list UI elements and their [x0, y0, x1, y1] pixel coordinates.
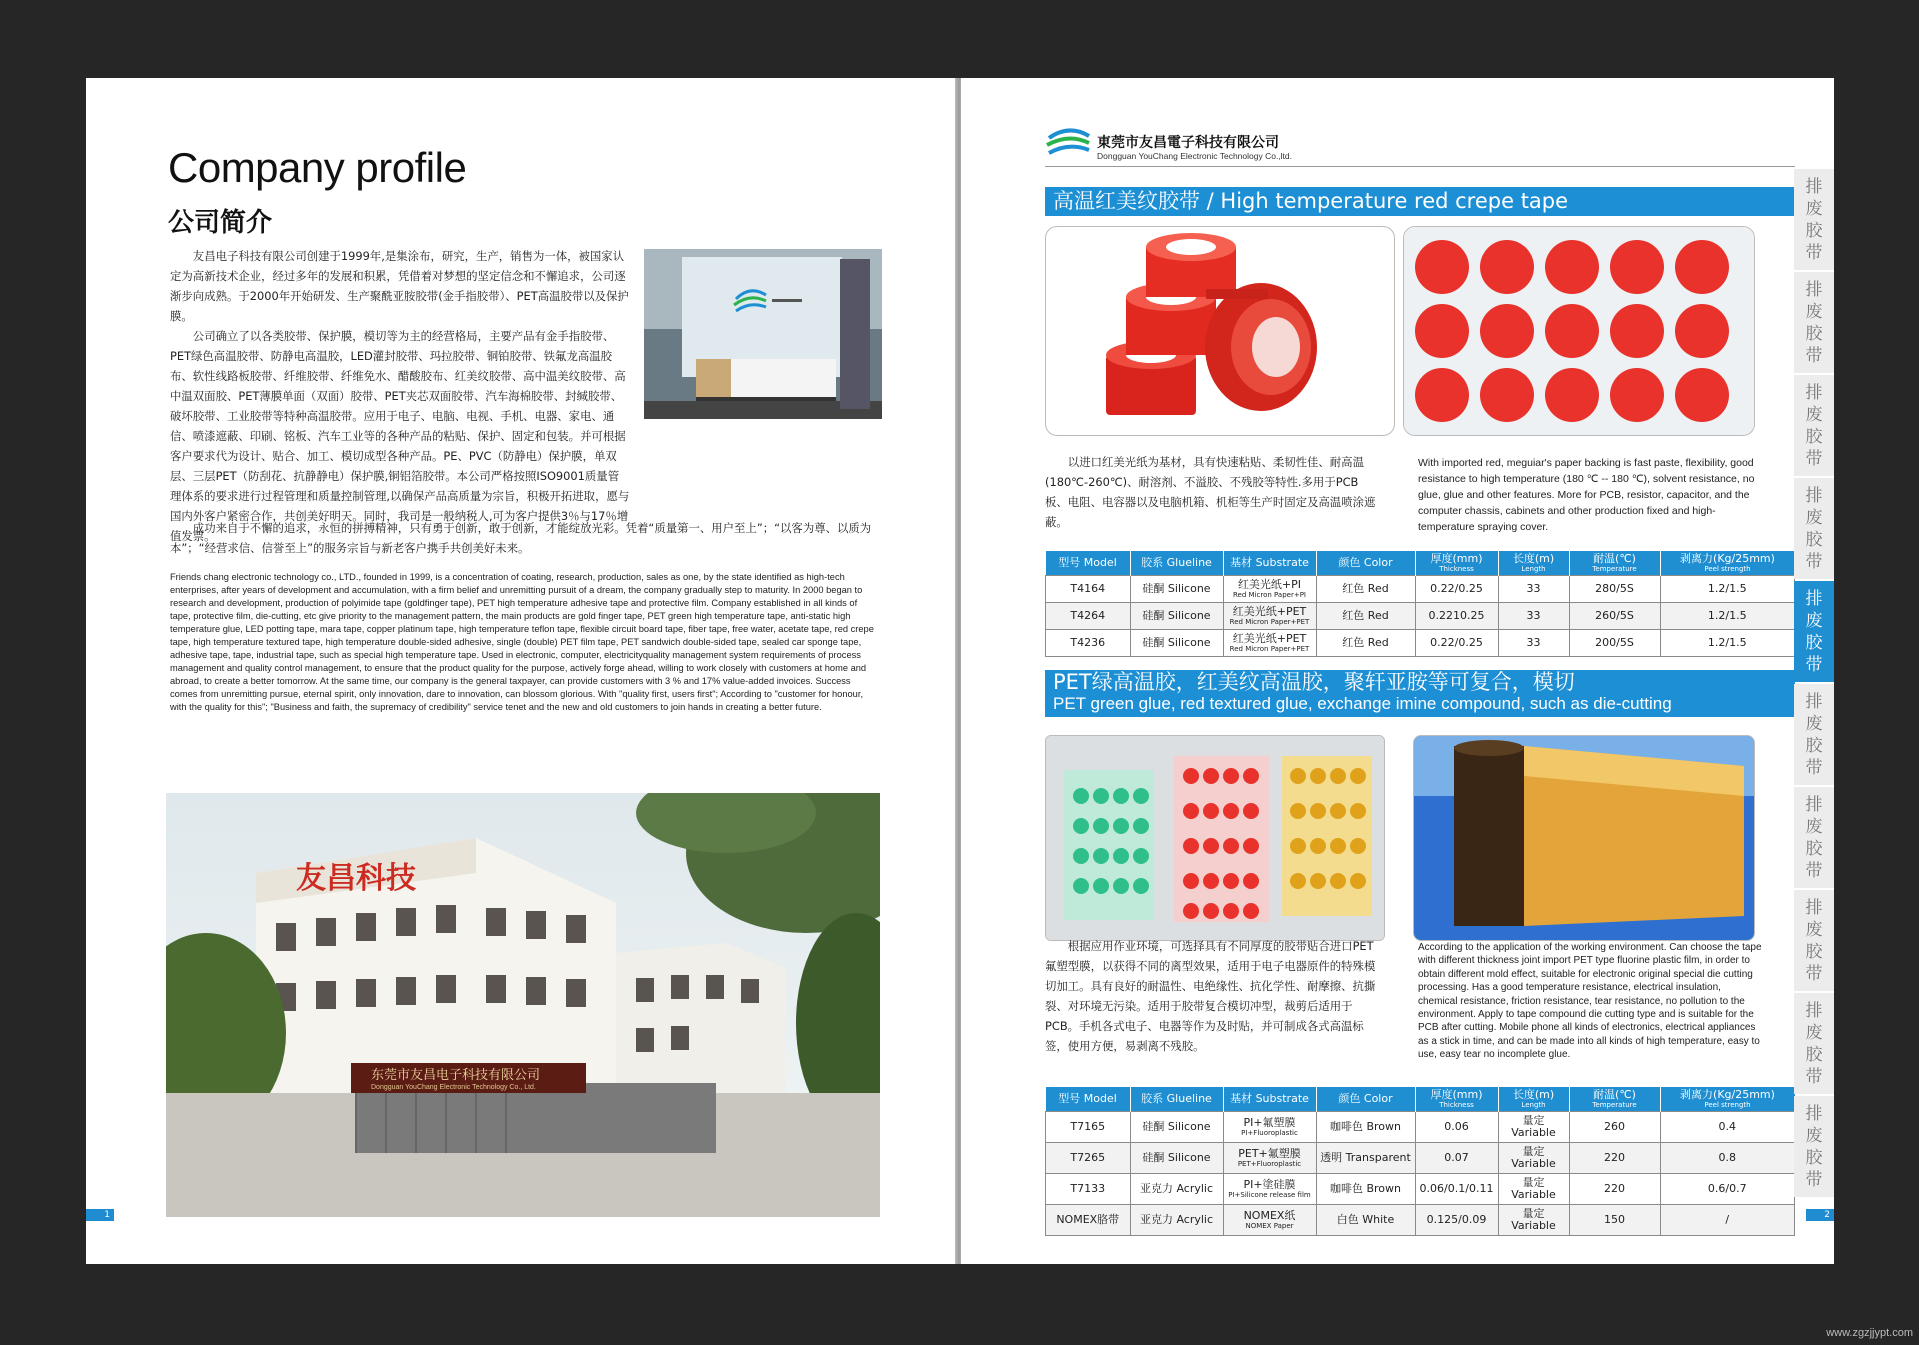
- section1-desc-en: With imported red, meguiar's paper backing is fast paste, flexibility, good resistance to high temperature (180 ℃ -- 180 ℃), solvent resistance, no glue, glue and other features. More for PCB, resistor, capacitor, and the computer chassis, cabinets and other production fixed and high-temperature spraying cover.: [1418, 457, 1755, 533]
- intro-en-paragraph: Friends chang electronic technology co., LTD., founded in 1999, is a concentration of coating, research, production, sales as one, by the state identified as high-tech enterprises, after years of development and accumulation, with a firm belief and unremitting pursuit of a dream, the company gradually step to maturity. In 2000 began to research and development, production of polyimide tape (goldfinger tape), PET high temperature adhesive tape and protective film. Company established in all kinds of tape, protective film, die-cutting, etc give priority to the management pattern, the main products are gold finger tape, PET green high temperature tape, anti-static high temperature glue, LED potting tape, mara tape, copper platinum tape, high temperature teflon tape, flexible circuit board tape, fiber tape, free water, acetate tape, red crepe tape, high temperature textured tape, high temperature double-sided adhesive, single (double) PET film tape, PET sandwich double-sided tape, sealed car sponge tape, adhesive tape, tape, industrial tape, such as special high temperature tape. Used in electronic, computer, electricityquality management system requirements of process management and quality control management, to ensure that the product quality for the purpose, actively forge ahead, willing to work closely with customers at home and abroad, to create a better tomorrow. At the same time, our company is the general taxpayer, can provide customers with 3 % and 17% value-added invoices. Success comes from unremitting pursue, eternal spirit, only innovation, dare to innovation, can blossom glorious. With "quality first, users first"; According to "customer for honour, with the quality for this"; "Business and faith, the supremacy of credibility" service tenet and the new and old customers to join hands in creating a better future.: [170, 572, 874, 712]
- page-title-zh: 公司简介: [168, 208, 273, 238]
- table-row: NOMEX胳带 亚克力 Acrylic NOMEX纸 NOMEX Paper 白色 White 0.125/0.09 量定 Variable 150 /: [1046, 1205, 1795, 1236]
- col-header: 型号 Model: [1046, 1087, 1131, 1112]
- col-header: 长度(m) Length: [1498, 551, 1569, 576]
- col-header: 厚度(mm) Thickness: [1415, 1087, 1498, 1112]
- logo-name-en: Dongguan YouChang Electronic Technology Co.,ltd.: [1097, 151, 1293, 161]
- right-page: [961, 78, 1834, 1264]
- col-header: 长度(m) Length: [1498, 1087, 1569, 1112]
- diecut-dots-photo: [1045, 735, 1385, 941]
- section2-title-zh: PET绿高温胶，红美纹高温胶，聚轩亚胺等可复合，模切: [1053, 670, 1575, 694]
- motto-zh-block: [170, 518, 880, 558]
- col-header: 耐温(℃) Temperature: [1569, 1087, 1660, 1112]
- tab-category[interactable]: 排 废 胶 带: [1794, 169, 1834, 270]
- col-header: 胶系 Glueline: [1130, 551, 1223, 576]
- section2-spec-table: [1045, 1087, 1795, 1236]
- intro-zh-block: [170, 246, 630, 326]
- red-tape-rolls-photo: [1045, 226, 1395, 436]
- gate-sign-en: Dongguan YouChang Electronic Technology Co., Ltd.: [371, 1084, 536, 1091]
- section1-title-bar: [1045, 187, 1795, 216]
- col-header: 剥离力(Kg/25mm) Peel strength: [1660, 551, 1795, 576]
- section1-spec-table: [1045, 551, 1795, 657]
- tab-category[interactable]: 排 废 胶 带: [1794, 581, 1834, 682]
- building-sign: 友昌科技: [296, 861, 416, 896]
- section2-title-bar: [1045, 670, 1795, 717]
- col-header: 剥离力(Kg/25mm) Peel strength: [1660, 1087, 1795, 1112]
- col-header: 厚度(mm) Thickness: [1415, 551, 1498, 576]
- factory-photo: [166, 793, 880, 1217]
- business-paragraph: 公司确立了以各类胶带、保护膜，模切等为主的经营格局，主要产品有金手指胶带、PET绿色高温胶带、防静电高温胶，LED灌封胶带、玛拉胶带、铜铂胶带、铁氟龙高温胶布、软性线路板胶带、纤维胶带、纤维免水、醋酸胶布、红美纹胶带、高中温美纹胶带、高中温双面胶、PET薄膜单面（双面）胶带、PET夹芯双面胶带、汽车海棉胶带、封缄胶带、破坏胶带、工业胶带等特种高温胶带。应用于电子、电脑、电视、手机、电器、家电、通信、喷漆遮蔽、印刷、铭板、汽车工业等的各种产品的粘贴、保护、固定和包装。并可根据客户要求代为设计、贴合、加工、模切成型各种产品。PE、PVC（防静电）保护膜，单双层、三层PET（防刮花、抗静静电）保护膜,铜铝箔胶带。本公司严格按照ISO9001质量管理体系的要求进行过程管理和质量控制管理,以确保产品高质量为宗旨，积极开拓进取，愿与国内外客户紧密合作，共创美好明天。同时，我司是一般纳税人,可为客户提供3％与17％增值发票。: [170, 329, 630, 543]
- motto-paragraph: 成功来自于不懈的追求，永恒的拼搏精神，只有勇于创新，敢于创新，才能绽放光彩。凭着“质量第一、用户至上”；“以客为尊、以质为本”；“经营求信、信誉至上”的服务宗旨与新老客户携手共创美好未来。: [170, 521, 872, 555]
- left-page: [86, 78, 955, 1264]
- col-header: 型号 Model: [1046, 551, 1131, 576]
- category-tabs: [1794, 169, 1834, 1199]
- intro-en-block: [170, 571, 880, 714]
- col-header: 耐温(℃) Temperature: [1569, 551, 1660, 576]
- section2-title-en: PET green glue, red textured glue, exchange imine compound, such as die-cutting: [1053, 694, 1672, 713]
- tab-category[interactable]: 排 废 胶 带: [1794, 478, 1834, 579]
- col-header: 基材 Substrate: [1223, 1087, 1316, 1112]
- section2-desc-zh: 根据应用作业环境，可选择具有不同厚度的胶带贴合进口PET氟塑型膜，以获得不同的离型效果，适用于电子电器原件的特殊模切加工。具有良好的耐温性、电绝缘性、抗化学性、耐摩擦、抗撕裂、对环境无污染。适用于胶带复合模切冲型，裁剪后适用于PCB。手机各式电子、电器等作为及时贴，并可制成各式高温标签，使用方便，易剥离不残胶。: [1045, 939, 1376, 1053]
- table-row: T4264 硅酮 Silicone 红美光纸+PET Red Micron Paper+PET 红色 Red 0.2210.25 33 260/5S 1.2/1.5: [1046, 603, 1795, 630]
- tab-category[interactable]: 排 废 胶 带: [1794, 684, 1834, 785]
- table-row: T4236 硅酮 Silicone 红美光纸+PET Red Micron Paper+PET 红色 Red 0.22/0.25 33 200/5S 1.2/1.5: [1046, 630, 1795, 657]
- watermark: www.zgzjjypt.com: [1826, 1327, 1913, 1339]
- gate-sign-zh: 东莞市友昌电子科技有限公司: [371, 1068, 541, 1083]
- intro-paragraph: 友昌电子科技有限公司创建于1999年,是集涂布，研究，生产，销售为一体，被国家认定为高新技术企业，经过多年的发展和积累，凭借着对梦想的坚定信念和不懈追求，公司逐渐步向成熟。于2000年开始研发、生产聚酰亚胺胶带(金手指胶带）、PET高温胶带以及保护膜。: [170, 249, 629, 323]
- tab-category[interactable]: 排 废 胶 带: [1794, 272, 1834, 373]
- business-zh-block: [170, 326, 630, 546]
- col-header: 颜色 Color: [1316, 551, 1415, 576]
- table-row: T7165 硅酮 Silicone PI+氟塑膜 PI+Fluoroplastic 咖啡色 Brown 0.06 量定 Variable 260 0.4: [1046, 1112, 1795, 1143]
- tab-category[interactable]: 排 废 胶 带: [1794, 375, 1834, 476]
- page-title-en: Company profile: [168, 144, 467, 191]
- page-number-2: 2: [1806, 1209, 1834, 1221]
- tab-category[interactable]: 排 废 胶 带: [1794, 1096, 1834, 1197]
- logo-name-zh: 東莞市友昌電子科技有限公司: [1097, 135, 1279, 151]
- table-row: T7133 亚克力 Acrylic PI+塗硅膜 PI+Silicone release film 咖啡色 Brown 0.06/0.1/0.11 量定 Variable 220 0.6/0.7: [1046, 1174, 1795, 1205]
- film-roll-photo: [1413, 735, 1755, 941]
- table-row: T4164 硅酮 Silicone 红美光纸+PI Red Micron Paper+PI 红色 Red 0.22/0.25 33 280/5S 1.2/1.5: [1046, 576, 1795, 603]
- section1-title: 高温红美纹胶带 / High temperature red crepe tape: [1053, 189, 1569, 213]
- header-divider: [1045, 166, 1795, 167]
- section2-desc-en: According to the application of the working environment. Can choose the tape with different thickness joint import PET type fluorine plastic film, in order to obtain different mold effect, suitable for electronic original special die cutting processing. Has a good temperature resistance, electrical insulation, chemical resistance, friction resistance, tear resistance, no pollution to the environment. Apply to tape compound die cutting type and is suitable for the PCB after cutting. Mobile phone all kinds of electronics, electrical appliances as a stick in time, and can be made into all kinds of high temperature, easy to use, easy tear no incomplete glue.: [1418, 942, 1762, 1061]
- reception-photo: [644, 249, 882, 419]
- table-row: T7265 硅酮 Silicone PET+氟塑膜 PET+Fluoroplastic 透明 Transparent 0.07 量定 Variable 220 0.8: [1046, 1143, 1795, 1174]
- tab-category[interactable]: 排 废 胶 带: [1794, 993, 1834, 1094]
- red-dots-photo: [1403, 226, 1755, 436]
- page-number-1: 1: [86, 1209, 114, 1221]
- col-header: 基材 Substrate: [1223, 551, 1316, 576]
- company-logo-icon: [1045, 128, 1093, 160]
- col-header: 颜色 Color: [1316, 1087, 1415, 1112]
- tab-category[interactable]: 排 废 胶 带: [1794, 890, 1834, 991]
- section1-desc-zh: 以进口红美光纸为基材，具有快速粘贴、柔韧性佳、耐高温(180℃-260℃)、耐溶剂、不溢胶、不残胶等特性.多用于PCB板、电阻、电容器以及电脑机箱、机柜等生产时固定及高温喷涂遮蔽。: [1045, 455, 1376, 529]
- col-header: 胶系 Glueline: [1130, 1087, 1223, 1112]
- tab-category[interactable]: 排 废 胶 带: [1794, 787, 1834, 888]
